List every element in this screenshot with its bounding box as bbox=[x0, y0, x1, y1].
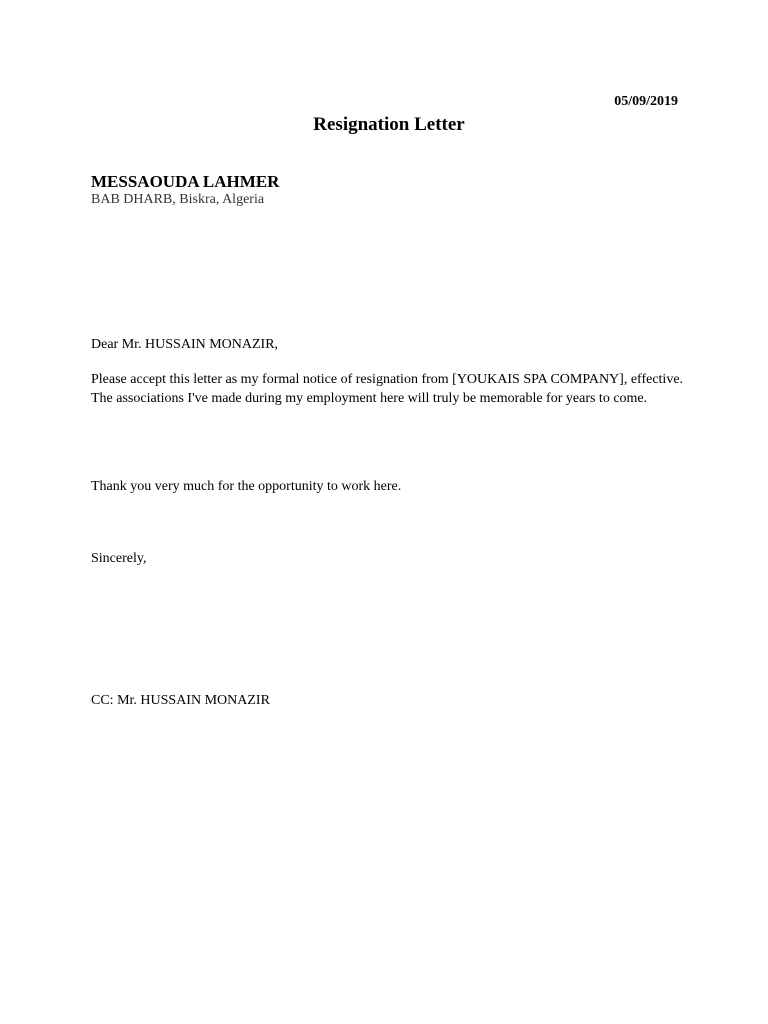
sender-address: BAB DHARB, Biskra, Algeria bbox=[91, 192, 265, 207]
letter-closing: Sincerely, bbox=[91, 551, 147, 566]
letter-title: Resignation Letter bbox=[313, 114, 465, 135]
letter-paragraph: Please accept this letter as my formal notice of resignation from [YOUKAIS SPA COMPANY], effective. The associations I've made during my employment here will truly be memorable for years to come. bbox=[91, 372, 684, 406]
letter-greeting: Dear Mr. HUSSAIN MONAZIR, bbox=[91, 337, 279, 352]
letter-paragraph: Thank you very much for the opportunity to work here. bbox=[91, 479, 402, 494]
letter-cc: CC: Mr. HUSSAIN MONAZIR bbox=[91, 693, 270, 708]
letter-date: 05/09/2019 bbox=[614, 94, 678, 109]
sender-name: MESSAOUDA LAHMER bbox=[91, 172, 280, 191]
